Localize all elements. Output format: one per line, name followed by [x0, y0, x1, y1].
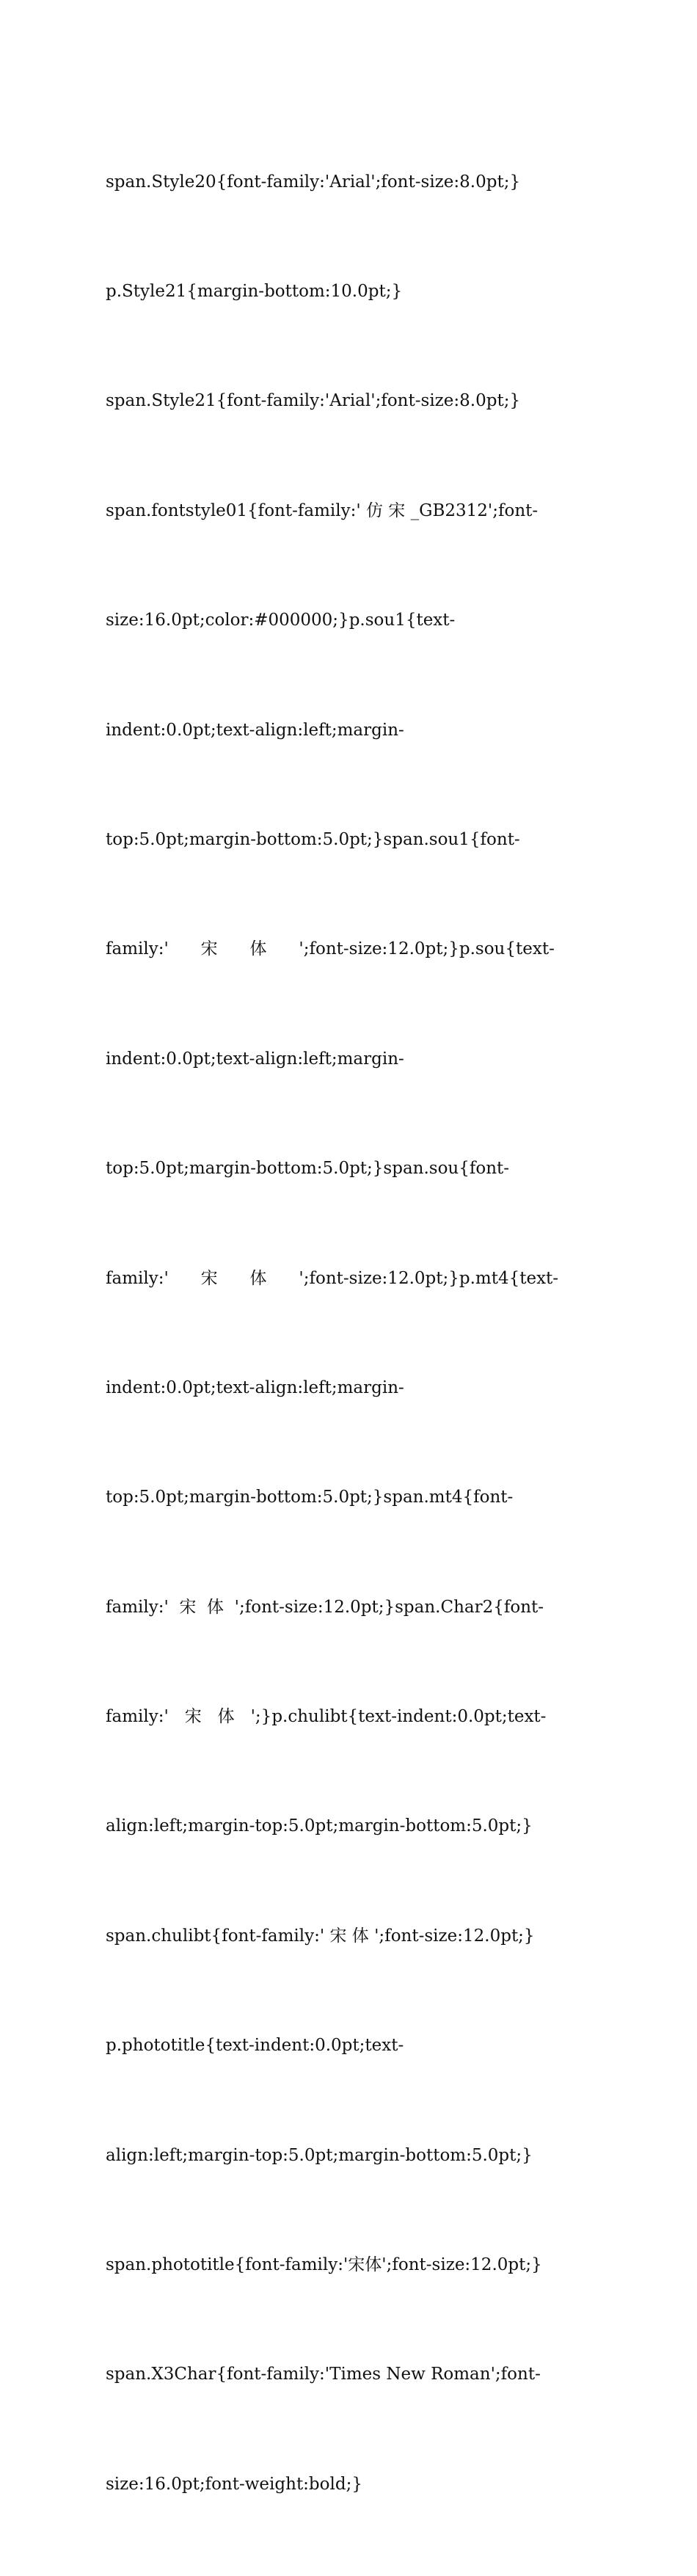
document-body — [106, 91, 593, 2576]
text-line: p.Style21{margin-bottom:10.0pt;} — [106, 281, 403, 301]
text-line: family:' 宋 体 ';font-size:12.0pt;}span.Char2{font- — [106, 1597, 544, 1617]
text-line: size:16.0pt;font-weight:bold;} — [106, 2474, 362, 2494]
text-line: indent:0.0pt;text-align:left;margin- — [106, 720, 404, 740]
text-line: span.phototitle{font-family:'宋体';font-size:12.0pt;} — [106, 2255, 542, 2275]
text-line: align:left;margin-top:5.0pt;margin-bottom:5.0pt;} — [106, 2145, 533, 2165]
text-line: span.fontstyle01{font-family:' 仿 宋 _GB2312';font- — [106, 501, 539, 520]
text-line: top:5.0pt;margin-bottom:5.0pt;}span.sou1{font- — [106, 829, 520, 849]
text-line: family:' 宋 体 ';font-size:12.0pt;}p.mt4{text- — [106, 1268, 559, 1288]
text-line: top:5.0pt;margin-bottom:5.0pt;}span.mt4{font- — [106, 1488, 514, 1507]
text-line: indent:0.0pt;text-align:left;margin- — [106, 1049, 404, 1069]
text-line: family:' 宋 体 ';}p.chulibt{text-indent:0.0pt;text- — [106, 1707, 547, 1727]
text-line: size:16.0pt;color:#000000;}p.sou1{text- — [106, 611, 456, 630]
text-line: p.phototitle{text-indent:0.0pt;text- — [106, 2036, 404, 2056]
text-line: span.X3Char{font-family:'Times New Roman';font- — [106, 2365, 541, 2384]
text-line: align:left;margin-top:5.0pt;margin-bottom:5.0pt;} — [106, 1816, 533, 1836]
text-line: family:' 宋 体 ';font-size:12.0pt;}p.sou{text- — [106, 939, 555, 959]
text-line: indent:0.0pt;text-align:left;margin- — [106, 1378, 404, 1397]
text-line: span.chulibt{font-family:' 宋 体 ';font-size:12.0pt;} — [106, 1926, 535, 1946]
text-line: top:5.0pt;margin-bottom:5.0pt;}span.sou{font- — [106, 1159, 510, 1179]
text-line: span.Style20{font-family:'Arial';font-size:8.0pt;} — [106, 172, 521, 192]
text-line: span.Style21{font-family:'Arial';font-size:8.0pt;} — [106, 391, 521, 411]
